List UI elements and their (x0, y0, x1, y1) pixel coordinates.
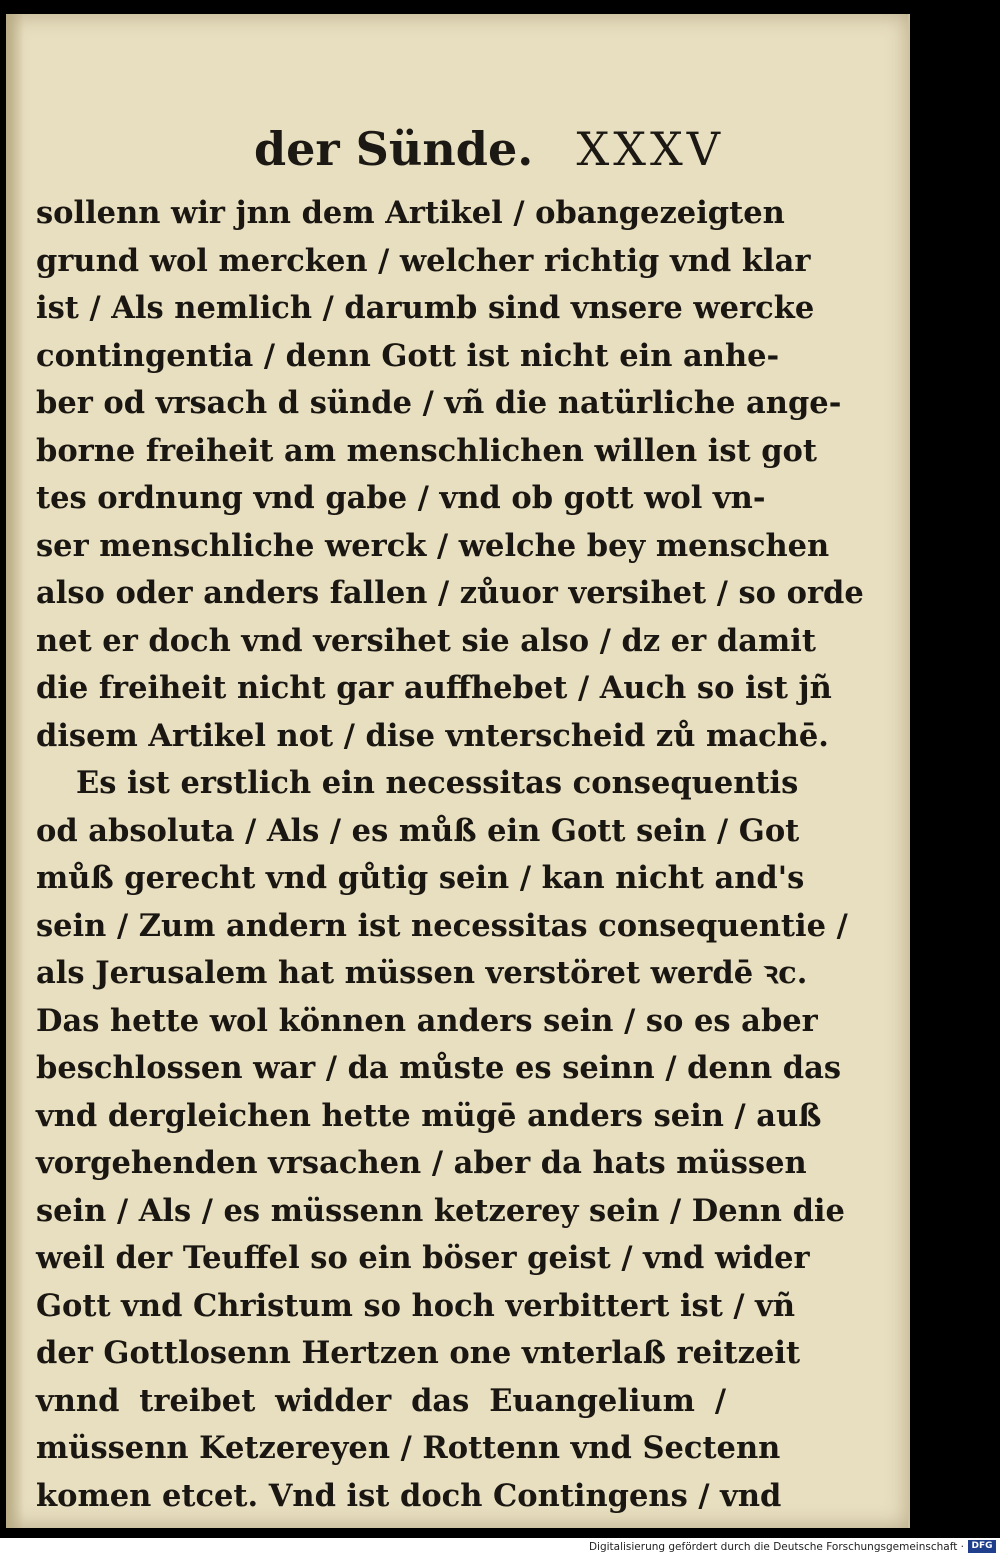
text-line: grund wol mercken / welcher richtig vnd klar (36, 242, 811, 279)
book-page (6, 14, 910, 1528)
text-line: müssenn Ketzereyen / Rottenn vnd Sectenn (36, 1430, 781, 1466)
text-line: ber od vrsach d sünde / vñ die natürliche ange- (36, 385, 842, 421)
text-line: Gott vnd Christum so hoch verbittert ist / vñ (36, 1287, 796, 1324)
text-line: der Gottlosenn Hertzen one vnterlaß reitzeit (36, 1335, 801, 1371)
text-line: ser menschliche werck / welche bey menschen (36, 527, 830, 564)
text-line: Das hette wol können anders sein / so es aber (36, 1002, 818, 1039)
text-line: beschlossen war / da můste es seinn / denn das (36, 1050, 842, 1086)
text-line: borne freiheit am menschlichen willen ist got (36, 432, 817, 469)
page-gutter-shadow (6, 14, 24, 1528)
text-line: tes ordnung vnd gabe / vnd ob gott wol vn- (36, 480, 766, 516)
main-text-block (36, 190, 864, 1520)
text-line: als Jerusalem hat müssen verstöret werdē ꝛc. (36, 955, 808, 991)
footer-bar (0, 1538, 1000, 1556)
text-line: ist / Als nemlich / darumb sind vnsere wercke (36, 290, 815, 326)
text-line: sein / Als / es müssenn ketzerey sein / Denn die (36, 1192, 845, 1229)
text-line: net er doch vnd versihet sie also / dz er damit (36, 622, 816, 659)
text-line: disem Artikel not / dise vnterscheid zů machē. (36, 717, 829, 754)
paragraph-start-line: Es ist erstlich ein necessitas consequentis (76, 765, 799, 801)
text-line: die freiheit nicht gar auffhebet / Auch so ist jñ (36, 670, 832, 706)
text-line: weil der Teuffel so ein böser geist / vnd wider (36, 1240, 810, 1276)
text-line: contingentia / denn Gott ist nicht ein anhe- (36, 337, 780, 374)
text-line: also oder anders fallen / zůuor versihet / so orde (36, 575, 864, 611)
text-line: sollenn wir jnn dem Artikel / obangezeigten (36, 195, 785, 231)
text-line: sein / Zum andern ist necessitas consequentie / (36, 907, 848, 944)
text-line: komen etcet. Vnd ist doch Contingens / vnd (36, 1477, 782, 1514)
text-line: od absoluta / Als / es můß ein Gott sein / Got (36, 812, 800, 849)
text-line: vnd dergleichen hette mügē anders sein / auß (36, 1097, 822, 1134)
text-line: vnnd treibet widder das Euangelium / (36, 1382, 726, 1419)
folio-number: XXXV (576, 122, 724, 176)
running-title: der Sünde. (254, 122, 534, 176)
funding-credit: Digitalisierung gefördert durch die Deutsche Forschungsgemeinschaft · (588, 1541, 964, 1553)
text-line: můß gerecht vnd gůtig sein / kan nicht and's (36, 860, 805, 896)
dfg-logo-icon: DFG (968, 1540, 996, 1553)
text-line: vorgehenden vrsachen / aber da hats müssen (36, 1145, 807, 1181)
